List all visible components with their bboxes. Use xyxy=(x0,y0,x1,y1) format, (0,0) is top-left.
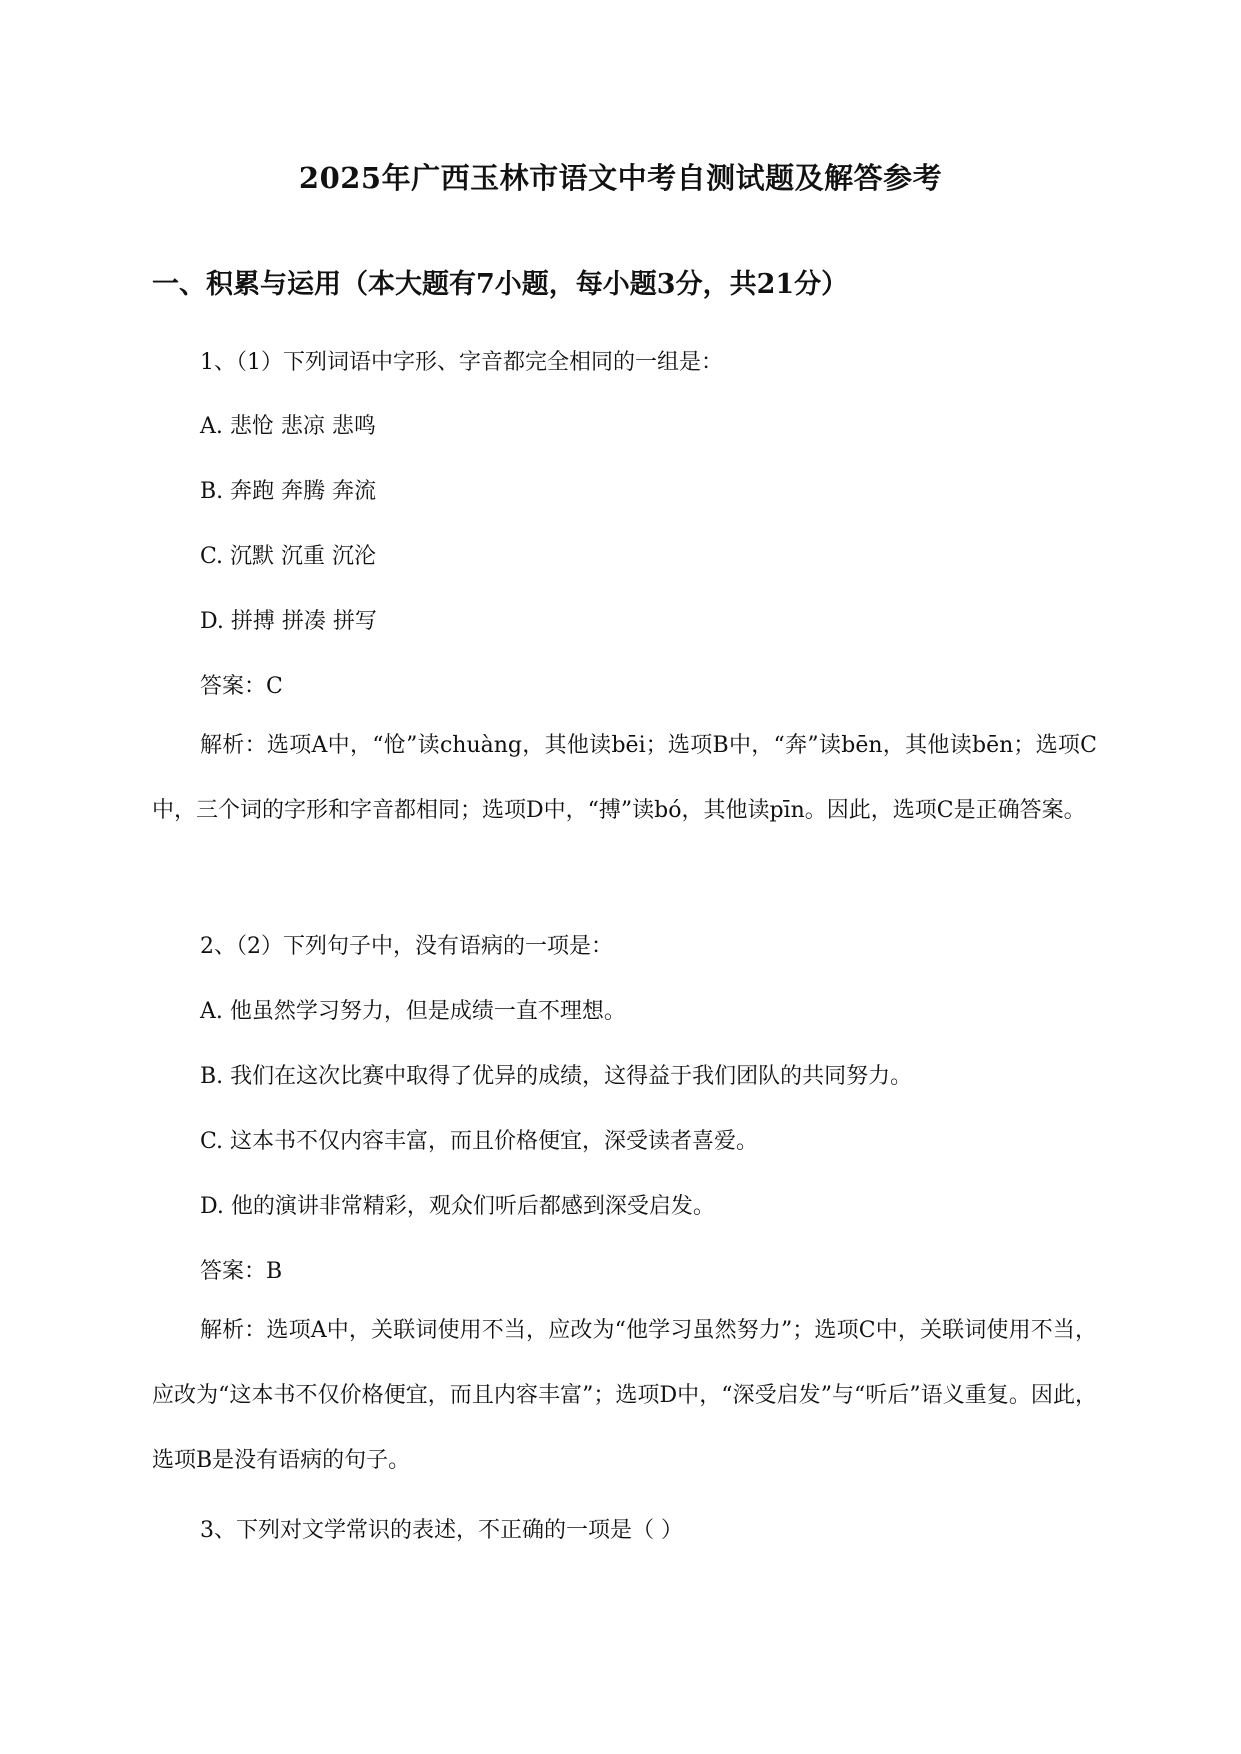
question-2-option-b: B. 我们在这次比赛中取得了优异的成绩，这得益于我们团队的共同努力。 xyxy=(200,1064,913,1089)
question-1-stem: 1、（1）下列词语中字形、字音都完全相同的一组是： xyxy=(200,350,723,375)
question-1-option-a: A. 悲怆 悲凉 悲鸣 xyxy=(200,414,376,439)
question-1-analysis: 解析：选项A中，“怆”读chuàng，其他读bēi；选项B中，“奔”读bēn，其他读bēn；选项C中，三个词的字形和字音都相同；选项D中，“搏”读bó，其他读pīn。因此，选项C是正确答案。 xyxy=(152,733,1097,823)
document-title: 2025年广西玉林市语文中考自测试题及解答参考 xyxy=(298,161,943,195)
question-2-option-a: A. 他虽然学习努力，但是成绩一直不理想。 xyxy=(200,999,626,1024)
question-2-stem: 2、（2）下列句子中，没有语病的一项是： xyxy=(200,934,613,959)
question-1-option-c: C. 沉默 沉重 沉沦 xyxy=(200,544,377,569)
question-2-answer: 答案：B xyxy=(200,1259,283,1284)
question-3-stem: 3、下列对文学常识的表述，不正确的一项是（ ） xyxy=(200,1518,683,1543)
question-1-answer: 答案：C xyxy=(200,674,283,699)
question-2-option-c: C. 这本书不仅内容丰富，而且价格便宜，深受读者喜爱。 xyxy=(200,1129,759,1154)
question-1-option-b: B. 奔跑 奔腾 奔流 xyxy=(200,479,377,504)
question-2-analysis: 解析：选项A中，关联词使用不当，应改为“他学习虽然努力”；选项C中，关联词使用不当，应改为“这本书不仅价格便宜，而且内容丰富”；选项D中，“深受启发”与“听后”语义重复。因此，选项B是没有语病的句子。 xyxy=(152,1318,1097,1473)
question-1-option-d: D. 拼搏 拼凑 拼写 xyxy=(200,609,377,634)
section-heading: 一、积累与运用（本大题有7小题，每小题3分，共21分） xyxy=(152,269,849,300)
question-2-option-d: D. 他的演讲非常精彩，观众们听后都感到深受启发。 xyxy=(200,1194,715,1219)
